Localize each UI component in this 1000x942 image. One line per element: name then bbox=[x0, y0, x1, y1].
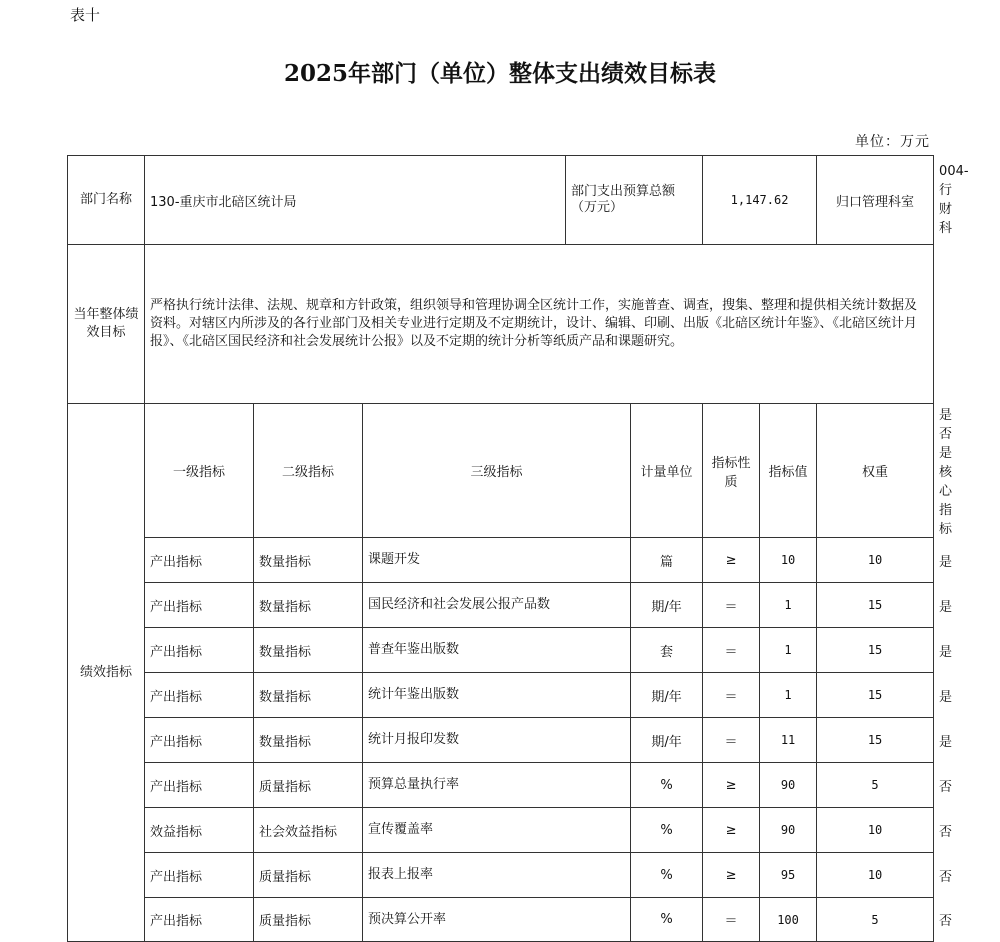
unit-cell: % bbox=[631, 808, 703, 853]
table-row: 产出指标 数量指标 统计年鉴出版数 期/年 ＝ 1 15 是 bbox=[68, 673, 934, 718]
table-row: 产出指标 质量指标 预算总量执行率 % ≥ 90 5 否 bbox=[68, 763, 934, 808]
budget-total-label: 部门支出预算总额（万元） bbox=[566, 156, 703, 245]
level1-cell: 产出指标 bbox=[145, 673, 254, 718]
indicator-header-row: 绩效指标 一级指标 二级指标 三级指标 计量单位 指标性质 指标值 权重 是否是核心指标 bbox=[68, 404, 934, 538]
dept-name-value: 130-重庆市北碚区统计局 bbox=[145, 156, 566, 245]
value-cell: 10 bbox=[760, 538, 817, 583]
level3-cell: 课题开发 bbox=[363, 538, 631, 583]
unit-cell: % bbox=[631, 853, 703, 898]
value-cell: 95 bbox=[760, 853, 817, 898]
value-cell: 1 bbox=[760, 673, 817, 718]
level2-cell: 社会效益指标 bbox=[254, 808, 363, 853]
level2-cell: 数量指标 bbox=[254, 628, 363, 673]
unit-cell: % bbox=[631, 763, 703, 808]
level2-cell: 质量指标 bbox=[254, 853, 363, 898]
value-cell: 90 bbox=[760, 763, 817, 808]
office-label: 归口管理科室 bbox=[817, 156, 934, 245]
level1-cell: 产出指标 bbox=[145, 538, 254, 583]
weight-cell: 10 bbox=[817, 538, 934, 583]
table-row: 产出指标 质量指标 预决算公开率 % ＝ 100 5 否 bbox=[68, 898, 934, 942]
unit-cell: 篇 bbox=[631, 538, 703, 583]
level1-cell: 产出指标 bbox=[145, 628, 254, 673]
level1-cell: 产出指标 bbox=[145, 718, 254, 763]
value-cell: 1 bbox=[760, 628, 817, 673]
table-row: 产出指标 质量指标 报表上报率 % ≥ 95 10 否 bbox=[68, 853, 934, 898]
nature-cell: ＝ bbox=[703, 898, 760, 942]
header-weight: 权重 bbox=[817, 404, 934, 538]
table-row: 产出指标 数量指标 普查年鉴出版数 套 ＝ 1 15 是 bbox=[68, 628, 934, 673]
level1-cell: 效益指标 bbox=[145, 808, 254, 853]
weight-cell: 15 bbox=[817, 718, 934, 763]
level1-cell: 产出指标 bbox=[145, 853, 254, 898]
table-row: 产出指标 数量指标 国民经济和社会发展公报产品数 期/年 ＝ 1 15 是 bbox=[68, 583, 934, 628]
table-row: 产出指标 数量指标 课题开发 篇 ≥ 10 10 是 bbox=[68, 538, 934, 583]
nature-cell: ＝ bbox=[703, 628, 760, 673]
dept-name-label: 部门名称 bbox=[68, 156, 145, 245]
nature-cell: ＝ bbox=[703, 718, 760, 763]
unit-cell: 期/年 bbox=[631, 673, 703, 718]
table-row: 产出指标 数量指标 统计月报印发数 期/年 ＝ 11 15 是 bbox=[68, 718, 934, 763]
level3-cell: 普查年鉴出版数 bbox=[363, 628, 631, 673]
nature-cell: ≥ bbox=[703, 538, 760, 583]
header-level3: 三级指标 bbox=[363, 404, 631, 538]
level1-cell: 产出指标 bbox=[145, 583, 254, 628]
document-title: 2025年部门（单位）整体支出绩效目标表 bbox=[283, 60, 716, 87]
weight-cell: 15 bbox=[817, 583, 934, 628]
nature-cell: ＝ bbox=[703, 583, 760, 628]
header-nature: 指标性质 bbox=[703, 404, 760, 538]
performance-target-table bbox=[67, 155, 969, 942]
value-cell: 90 bbox=[760, 808, 817, 853]
weight-cell: 15 bbox=[817, 628, 934, 673]
level2-cell: 质量指标 bbox=[254, 898, 363, 942]
value-cell: 100 bbox=[760, 898, 817, 942]
level3-cell: 宣传覆盖率 bbox=[363, 808, 631, 853]
unit-cell: 期/年 bbox=[631, 718, 703, 763]
level1-cell: 产出指标 bbox=[145, 898, 254, 942]
level2-cell: 数量指标 bbox=[254, 718, 363, 763]
indicator-section-label: 绩效指标 bbox=[68, 404, 145, 942]
header-value: 指标值 bbox=[760, 404, 817, 538]
header-level2: 二级指标 bbox=[254, 404, 363, 538]
level3-cell: 预决算公开率 bbox=[363, 898, 631, 942]
weight-cell: 10 bbox=[817, 853, 934, 898]
table-row: 效益指标 社会效益指标 宣传覆盖率 % ≥ 90 10 否 bbox=[68, 808, 934, 853]
nature-cell: ≥ bbox=[703, 763, 760, 808]
unit-cell: 期/年 bbox=[631, 583, 703, 628]
level1-cell: 产出指标 bbox=[145, 763, 254, 808]
level3-cell: 统计月报印发数 bbox=[363, 718, 631, 763]
unit-cell: % bbox=[631, 898, 703, 942]
weight-cell: 15 bbox=[817, 673, 934, 718]
level3-cell: 报表上报率 bbox=[363, 853, 631, 898]
weight-cell: 5 bbox=[817, 763, 934, 808]
level3-cell: 预算总量执行率 bbox=[363, 763, 631, 808]
weight-cell: 10 bbox=[817, 808, 934, 853]
header-unit: 计量单位 bbox=[631, 404, 703, 538]
level3-cell: 统计年鉴出版数 bbox=[363, 673, 631, 718]
nature-cell: ＝ bbox=[703, 673, 760, 718]
header-level1: 一级指标 bbox=[145, 404, 254, 538]
table-number-label: 表十 bbox=[70, 6, 101, 24]
level2-cell: 数量指标 bbox=[254, 673, 363, 718]
unit-cell: 套 bbox=[631, 628, 703, 673]
budget-total-value: 1,147.62 bbox=[703, 156, 817, 245]
level2-cell: 数量指标 bbox=[254, 538, 363, 583]
level3-cell: 国民经济和社会发展公报产品数 bbox=[363, 583, 631, 628]
value-cell: 11 bbox=[760, 718, 817, 763]
level2-cell: 质量指标 bbox=[254, 763, 363, 808]
value-cell: 1 bbox=[760, 583, 817, 628]
level2-cell: 数量指标 bbox=[254, 583, 363, 628]
weight-cell: 5 bbox=[817, 898, 934, 942]
annual-goal-text: 严格执行统计法律、法规、规章和方针政策，组织领导和管理协调全区统计工作，实施普查、调查，搜集、整理和提供相关统计数据及资料。对辖区内所涉及的各行业部门及相关专业进行定期及不定期统计，设计、编辑、印刷、出版《北碚区统计年鉴》、《北碚区统计月报》、《北碚区国民经济和社会发展统计公报》以及不定期的统计分析等纸质产品和课题研究。 bbox=[145, 245, 934, 404]
unit-label: 单位：万元 bbox=[855, 134, 930, 150]
nature-cell: ≥ bbox=[703, 808, 760, 853]
dept-info-row: 部门名称 130-重庆市北碚区统计局 部门支出预算总额（万元） 1,147.62 归口管理科室 004-行财科 bbox=[68, 156, 934, 245]
nature-cell: ≥ bbox=[703, 853, 760, 898]
annual-goal-label: 当年整体绩效目标 bbox=[68, 245, 145, 404]
annual-goal-row bbox=[68, 245, 934, 404]
